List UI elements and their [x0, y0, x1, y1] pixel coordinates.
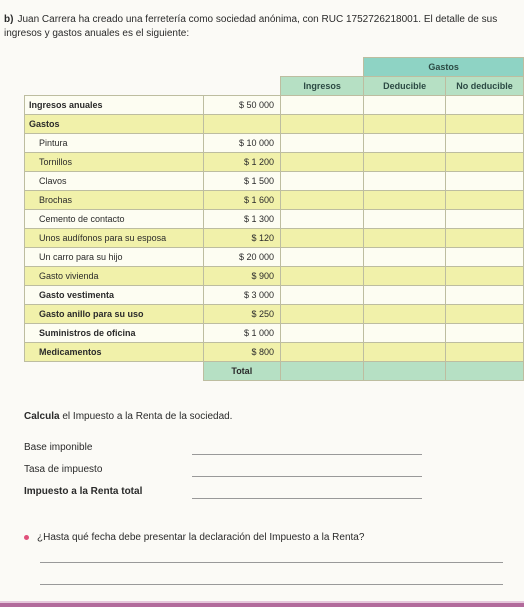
row-amount: $ 50 000	[203, 96, 281, 115]
cell-ingresos[interactable]	[281, 96, 364, 115]
row-amount: $ 800	[203, 343, 281, 362]
cell-no-deducible[interactable]	[445, 210, 523, 229]
intro-text: Juan Carrera ha creado una ferretería como sociedad anónima, con RUC 1752726218001. El detalle de sus ingresos y gastos anuales es el siguiente:	[4, 14, 498, 39]
base-imponible-label: Base imponible	[24, 442, 93, 453]
cell-no-deducible[interactable]	[445, 305, 523, 324]
cell-no-deducible[interactable]	[445, 96, 523, 115]
row-label: Unos audífonos para su esposa	[25, 229, 204, 248]
row-label: Ingresos anuales	[25, 96, 204, 115]
cell-deducible[interactable]	[364, 134, 446, 153]
row-label: Gasto anillo para su uso	[25, 305, 204, 324]
total-deducible-cell[interactable]	[364, 362, 446, 381]
tasa-impuesto-row	[24, 464, 102, 475]
table-row	[25, 343, 524, 362]
row-label: Gastos	[25, 115, 204, 134]
row-label: Medicamentos	[25, 343, 204, 362]
table-row	[25, 96, 524, 115]
table-row	[25, 248, 524, 267]
table-row	[25, 286, 524, 305]
cell-deducible[interactable]	[364, 172, 446, 191]
row-label: Un carro para su hijo	[25, 248, 204, 267]
header-deducible: Deducible	[364, 77, 446, 96]
row-amount: $ 1 000	[203, 324, 281, 343]
cell-no-deducible[interactable]	[445, 191, 523, 210]
cell-no-deducible[interactable]	[445, 324, 523, 343]
question-text: ¿Hasta qué fecha debe presentar la declaración del Impuesto a la Renta?	[37, 532, 365, 543]
row-amount: $ 120	[203, 229, 281, 248]
cell-deducible[interactable]	[364, 305, 446, 324]
row-amount: $ 1 300	[203, 210, 281, 229]
cell-ingresos[interactable]	[281, 343, 364, 362]
cell-no-deducible[interactable]	[445, 229, 523, 248]
row-amount	[203, 115, 281, 134]
item-marker: b)	[4, 14, 14, 25]
table-row	[25, 134, 524, 153]
income-expense-table	[24, 57, 524, 381]
cell-deducible[interactable]	[364, 191, 446, 210]
total-no-deducible-cell[interactable]	[445, 362, 523, 381]
cell-no-deducible[interactable]	[445, 267, 523, 286]
row-label: Gasto vivienda	[25, 267, 204, 286]
row-label: Pintura	[25, 134, 204, 153]
table-row	[25, 191, 524, 210]
tasa-impuesto-label: Tasa de impuesto	[24, 464, 103, 475]
cell-ingresos[interactable]	[281, 210, 364, 229]
row-amount: $ 1 200	[203, 153, 281, 172]
header-ingresos: Ingresos	[281, 77, 364, 96]
row-label: Brochas	[25, 191, 204, 210]
total-ingresos-cell[interactable]	[281, 362, 364, 381]
header-gastos: Gastos	[364, 58, 524, 77]
header-no-deducible: No deducible	[445, 77, 523, 96]
impuesto-total-row	[24, 486, 142, 497]
cell-deducible[interactable]	[364, 115, 446, 134]
cell-ingresos[interactable]	[281, 248, 364, 267]
cell-deducible[interactable]	[364, 229, 446, 248]
impuesto-total-label: Impuesto a la Renta total	[24, 486, 143, 497]
table-row	[25, 115, 524, 134]
cell-ingresos[interactable]	[281, 229, 364, 248]
row-label: Gasto vestimenta	[25, 286, 204, 305]
row-amount: $ 3 000	[203, 286, 281, 305]
cell-no-deducible[interactable]	[445, 248, 523, 267]
question-answer-line-2[interactable]	[40, 584, 503, 585]
table-row	[25, 172, 524, 191]
question-item	[24, 532, 364, 543]
cell-ingresos[interactable]	[281, 172, 364, 191]
calc-rest: el Impuesto a la Renta de la sociedad.	[59, 411, 233, 422]
cell-ingresos[interactable]	[281, 286, 364, 305]
impuesto-total-answer-line[interactable]	[192, 498, 422, 499]
intro-paragraph	[4, 13, 516, 41]
cell-no-deducible[interactable]	[445, 153, 523, 172]
cell-deducible[interactable]	[364, 286, 446, 305]
question-answer-line-1[interactable]	[40, 562, 503, 563]
row-label: Clavos	[25, 172, 204, 191]
cell-ingresos[interactable]	[281, 153, 364, 172]
row-label: Cemento de contacto	[25, 210, 204, 229]
cell-deducible[interactable]	[364, 210, 446, 229]
cell-deducible[interactable]	[364, 153, 446, 172]
base-imponible-row	[24, 442, 92, 453]
cell-deducible[interactable]	[364, 324, 446, 343]
calc-verb: Calcula	[24, 411, 60, 422]
cell-deducible[interactable]	[364, 248, 446, 267]
row-amount: $ 1 600	[203, 191, 281, 210]
table-row	[25, 153, 524, 172]
cell-no-deducible[interactable]	[445, 343, 523, 362]
row-amount: $ 1 500	[203, 172, 281, 191]
row-amount: $ 900	[203, 267, 281, 286]
row-amount: $ 250	[203, 305, 281, 324]
cell-no-deducible[interactable]	[445, 115, 523, 134]
cell-ingresos[interactable]	[281, 305, 364, 324]
cell-deducible[interactable]	[364, 96, 446, 115]
table-row	[25, 267, 524, 286]
base-imponible-answer-line[interactable]	[192, 454, 422, 455]
cell-ingresos[interactable]	[281, 267, 364, 286]
cell-ingresos[interactable]	[281, 134, 364, 153]
row-label: Tornillos	[25, 153, 204, 172]
cell-no-deducible[interactable]	[445, 286, 523, 305]
row-amount: $ 20 000	[203, 248, 281, 267]
cell-no-deducible[interactable]	[445, 172, 523, 191]
total-label: Total	[203, 362, 281, 381]
cell-deducible[interactable]	[364, 267, 446, 286]
row-label: Suministros de oficina	[25, 324, 204, 343]
calc-instruction	[24, 411, 232, 422]
table-row	[25, 324, 524, 343]
cell-ingresos[interactable]	[281, 324, 364, 343]
page-bottom-stripe	[0, 603, 524, 607]
table-row	[25, 210, 524, 229]
tasa-impuesto-answer-line[interactable]	[192, 476, 422, 477]
cell-ingresos[interactable]	[281, 191, 364, 210]
row-amount: $ 10 000	[203, 134, 281, 153]
bullet-icon	[24, 535, 29, 540]
cell-ingresos[interactable]	[281, 115, 364, 134]
table-row	[25, 305, 524, 324]
table-row	[25, 229, 524, 248]
cell-no-deducible[interactable]	[445, 134, 523, 153]
cell-deducible[interactable]	[364, 343, 446, 362]
